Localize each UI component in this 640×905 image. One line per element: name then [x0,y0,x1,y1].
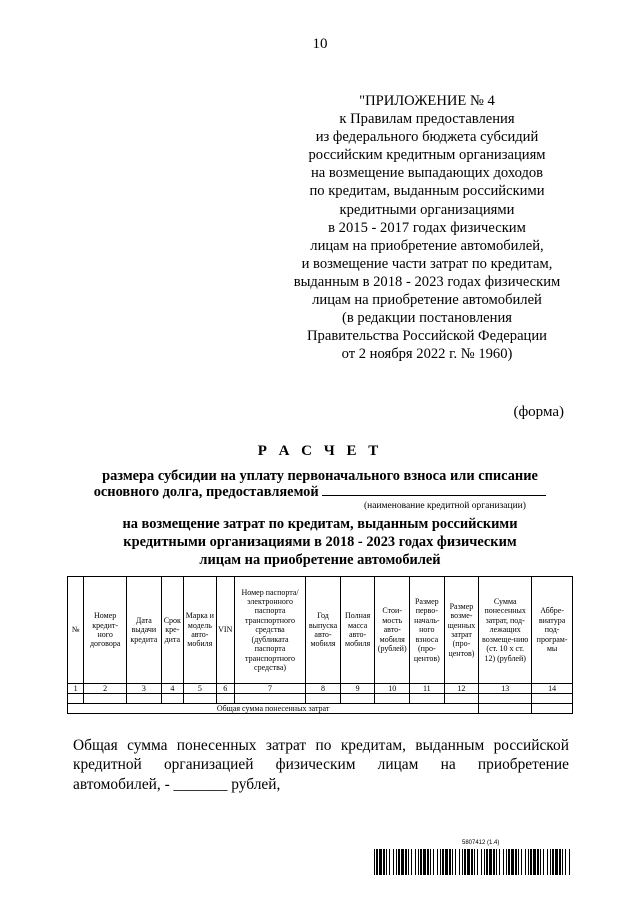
appendix-line: "ПРИЛОЖЕНИЕ № 4 [359,93,495,109]
table-header-cell: Сумма понесенных затрат, под-лежащих возмеще-нию (ст. 10 х ст. 12) (рублей) [479,577,532,684]
column-number-cell: 11 [410,684,445,694]
table-data-row [68,694,573,704]
column-number-cell: 10 [375,684,410,694]
statement-word: понесенных [176,737,257,754]
appendix-line: лицам на приобретение автомобилей, [310,237,544,254]
table-cell[interactable] [184,694,217,704]
table-cell[interactable] [68,694,84,704]
table-header-cell: Марка и модель авто-мобиля [184,577,217,684]
table-header-cell: Размер перво-началь-ного взноса (про-центов) [410,577,445,684]
table-cell[interactable] [234,694,305,704]
table-cell[interactable] [375,694,410,704]
column-number-cell: 7 [234,684,305,694]
table-header-cell: Дата выдачи кредита [127,577,162,684]
appendix-line: от 2 ноября 2022 г. № 1960) [341,346,513,363]
table-cell[interactable] [127,694,162,704]
statement-word: приобретение [477,756,569,774]
column-number-cell: 5 [184,684,217,694]
page-number: 10 [312,36,328,52]
table-cell[interactable] [479,694,532,704]
table-header-cell: Год выпуска авто-мобиля [306,577,341,684]
table-cell[interactable] [410,694,445,704]
appendix-line: российским кредитным организациям [308,147,546,164]
appendix-line: в 2015 - 2017 годах физическим [328,219,526,236]
table-header-cell: Стои-мость авто-мобиля (рублей) [375,577,410,684]
column-number-cell: 2 [84,684,127,694]
table-cell[interactable] [444,694,479,704]
calculation-table [67,576,573,714]
statement-word: на [440,756,456,774]
appendix-line: и возмещение части затрат по кредитам, [301,255,553,272]
statement-word: лицам [377,756,419,774]
table-cell[interactable] [340,694,375,704]
table-total-row [68,704,573,714]
column-number-cell: 9 [340,684,375,694]
statement-word: сумма [127,737,168,754]
appendix-line: на возмещение выпадающих доходов [310,165,544,182]
table-header-cell: Номер кредит-ного договора [84,577,127,684]
column-number-cell: 3 [127,684,162,694]
statement-word: российской [493,737,569,754]
column-number-cell: 6 [216,684,234,694]
statement-word: кредитной [73,756,142,774]
subtitle-line: на возмещение затрат по кредитам, выданным российскими [122,516,518,532]
table-cell[interactable] [216,694,234,704]
table-header-cell: Аббре-виатура под-програм-мы [532,577,573,684]
subtitle-line: кредитными организациями в 2018 - 2023 годах физическим [123,534,517,550]
column-number-cell: 13 [479,684,532,694]
table-header-cell: № [68,577,84,684]
total-label-cell: Общая сумма понесенных затрат [68,704,479,714]
appendix-line: Правительства Российской Федерации [307,328,547,345]
organization-caption: (наименование кредитной организации) [364,501,526,511]
table-header-cell: Размер возме-щенных затрат (про-центов) [444,577,479,684]
statement-word: по [315,737,332,754]
organization-name-blank[interactable] [322,483,546,496]
table-header-cell: Полная масса авто-мобиля [340,577,375,684]
column-number-cell: 14 [532,684,573,694]
subtitle-text: основного долга, предоставляемой [93,484,319,500]
subtitle-line: лицам на приобретение автомобилей [199,552,441,568]
table-cell[interactable] [84,694,127,704]
column-number-cell: 12 [444,684,479,694]
table-header-cell: Номер паспорта/ электронного паспорта транспортного средства (дубликата паспорта транспортного средства) [234,577,305,684]
column-number-cell: 1 [68,684,84,694]
document-title: Р А С Ч Е Т [257,443,383,459]
subtitle-line: размера субсидии на уплату первоначального взноса или списание [102,468,538,484]
table-cell[interactable] [532,694,573,704]
statement-word: физическим [275,756,356,774]
statement-word: Общая [73,737,118,754]
statement-line [73,736,569,755]
appendix-line: кредитными организациями [339,201,515,218]
statement-line [73,755,569,774]
subtitle-line-with-blank [0,483,640,501]
total-empty-cell [532,704,573,714]
appendix-line: из федерального бюджета субсидий [315,129,539,146]
statement-word: затрат [265,737,307,754]
statement-word: организацией [163,756,254,774]
table-cell[interactable] [306,694,341,704]
table-header-cell: VIN [216,577,234,684]
table-cell[interactable] [161,694,183,704]
table-header-row [68,577,573,684]
statement-word: кредитам, [340,737,407,754]
column-number-cell: 4 [161,684,183,694]
table-column-number-row [68,684,573,694]
total-statement [73,736,569,794]
form-label: (форма) [513,404,564,420]
column-number-cell: 8 [306,684,341,694]
appendix-line: (в редакции постановления [342,310,512,327]
barcode-number: 5807412 (1.4) [462,840,500,846]
barcode-icon [374,849,570,875]
statement-word: выданным [415,737,485,754]
appendix-header [262,92,592,363]
appendix-line: лицам на приобретение автомобилей [312,292,542,309]
appendix-line: к Правилам предоставления [339,111,515,128]
appendix-line: по кредитам, выданным российскими [309,183,545,200]
total-value-cell[interactable] [479,704,532,714]
statement-line: автомобилей, - _______ рублей, [73,775,281,793]
table-header-cell: Срок кре-дита [161,577,183,684]
appendix-line: выданным в 2018 - 2023 годах физическим [293,273,561,290]
